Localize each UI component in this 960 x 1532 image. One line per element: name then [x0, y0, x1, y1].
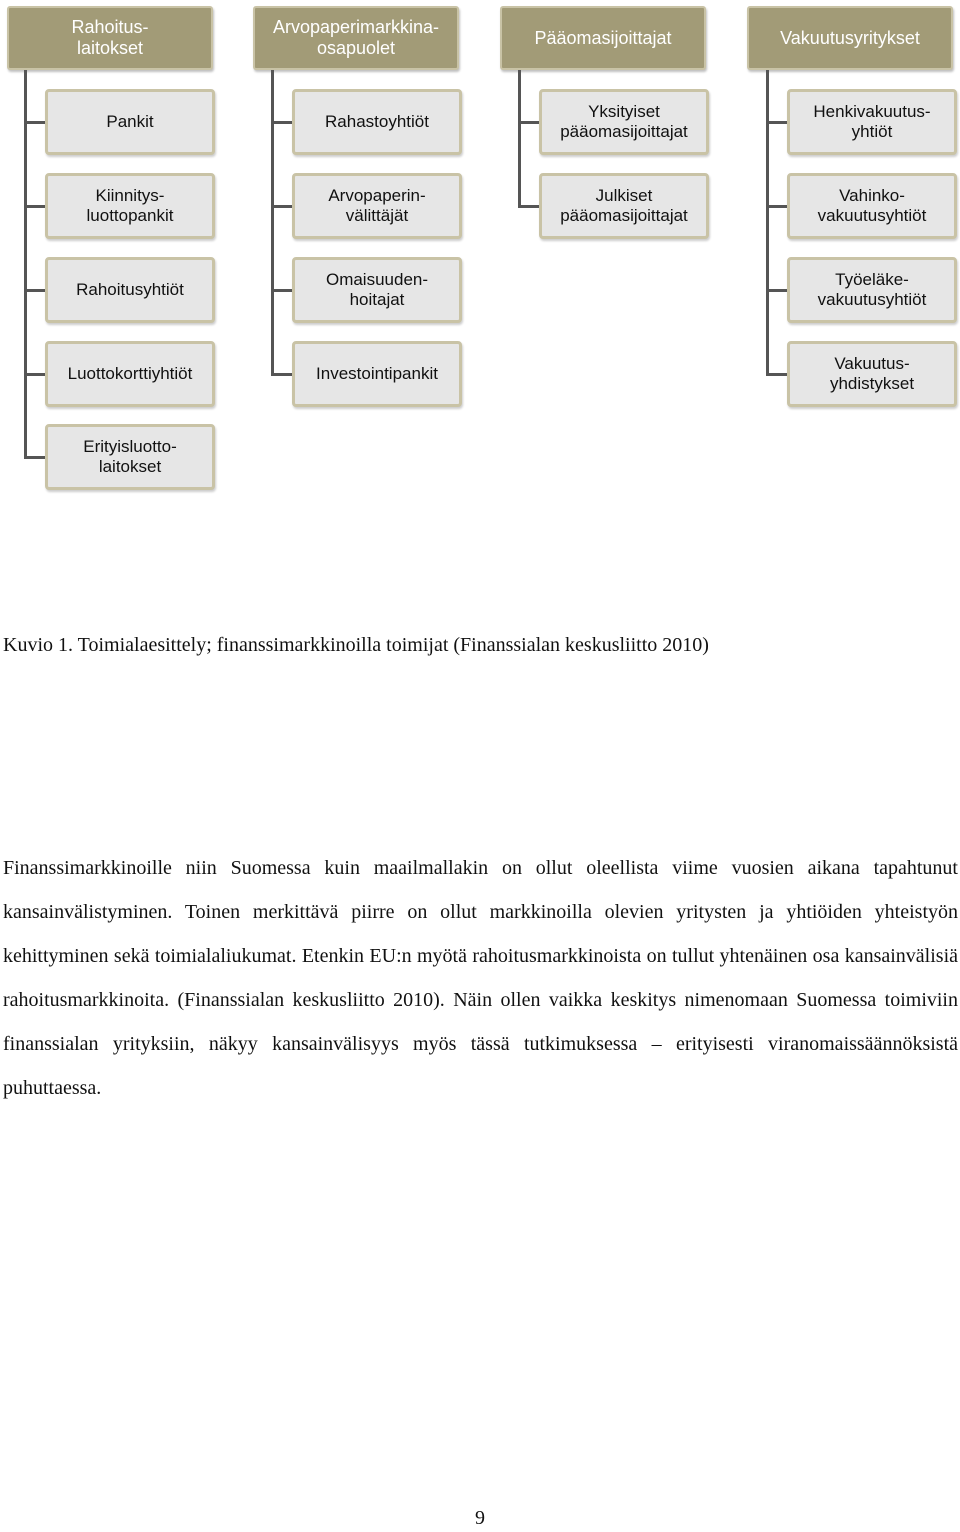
connector-line	[271, 70, 274, 376]
box-julkiset-paaomasijoittajat: Julkiset pääomasijoittajat	[539, 173, 709, 239]
connector-line	[271, 289, 293, 292]
box-vahinkovakuutusyhtiot: Vahinko- vakuutusyhtiöt	[787, 173, 957, 239]
connector-line	[24, 70, 27, 456]
connector-line	[766, 289, 788, 292]
body-paragraph: Finanssimarkkinoille niin Suomessa kuin maailmallakin on ollut oleellista viime vuosien aikana tapahtunut kansainvälistyminen. Toinen merkittävä piirre on ollut markkinoilla olevien yritysten ja yhtiöiden yhteistyön kehittyminen sekä toimialaliukumat. Etenkin EU:n myötä rahoitusmarkkinoista on tullut yhtenäinen osa kansainvälisiä rahoitusmarkkinoita. (Finanssialan keskusliitto 2010). Näin ollen vaikka keskitys nimenomaan Suomessa toimiviin finanssialan yrityksiin, näkyy kansainvälisyys myös tässä tutkimuksessa – erityisesti viranomaissäännöksistä puhuttaessa.	[3, 857, 958, 1099]
connector-line	[271, 121, 293, 124]
box-kiinnitysluottopankit: Kiinnitys- luottopankit	[45, 173, 215, 239]
box-investointipankit: Investointipankit	[292, 341, 462, 407]
connector-line	[766, 373, 788, 376]
connector-line	[766, 121, 788, 124]
connector-line	[24, 205, 46, 208]
connector-line	[518, 70, 521, 208]
box-rahoitusyhtiot: Rahoitusyhtiöt	[45, 257, 215, 323]
header-paaomasijoittajat: Pääomasijoittajat	[500, 6, 706, 70]
box-erityisluottolaitokset: Erityisluotto- laitokset	[45, 424, 215, 490]
header-arvopaperimarkkinaosapuolet: Arvopaperimarkkina- osapuolet	[253, 6, 459, 70]
connector-line	[766, 70, 769, 376]
connector-line	[518, 205, 540, 208]
box-rahastoyhtiot: Rahastoyhtiöt	[292, 89, 462, 155]
connector-line	[271, 205, 293, 208]
page-number: 9	[475, 1507, 485, 1529]
connector-line	[24, 121, 46, 124]
figure-caption: Kuvio 1. Toimialaesittely; finanssimarkkinoilla toimijat (Finanssialan keskusliitto 2010)	[3, 634, 709, 656]
box-omaisuudenhoitajat: Omaisuuden- hoitajat	[292, 257, 462, 323]
box-yksityiset-paaomasijoittajat: Yksityiset pääomasijoittajat	[539, 89, 709, 155]
header-vakuutusyritykset: Vakuutusyritykset	[747, 6, 953, 70]
connector-line	[766, 205, 788, 208]
box-arvopaperinvalittajat: Arvopaperin- välittäjät	[292, 173, 462, 239]
connector-line	[271, 373, 293, 376]
connector-line	[518, 121, 540, 124]
box-tyoelakevakuutusyhtiot: Työeläke- vakuutusyhtiöt	[787, 257, 957, 323]
connector-line	[24, 289, 46, 292]
connector-line	[24, 456, 46, 459]
box-luottokorttiyhtiot: Luottokorttiyhtiöt	[45, 341, 215, 407]
box-pankit: Pankit	[45, 89, 215, 155]
box-vakuutusyhdistykset: Vakuutus- yhdistykset	[787, 341, 957, 407]
connector-line	[24, 373, 46, 376]
box-henkivakuutusyhtiot: Henkivakuutus- yhtiöt	[787, 89, 957, 155]
header-rahoituslaitokset: Rahoitus- laitokset	[7, 6, 213, 70]
